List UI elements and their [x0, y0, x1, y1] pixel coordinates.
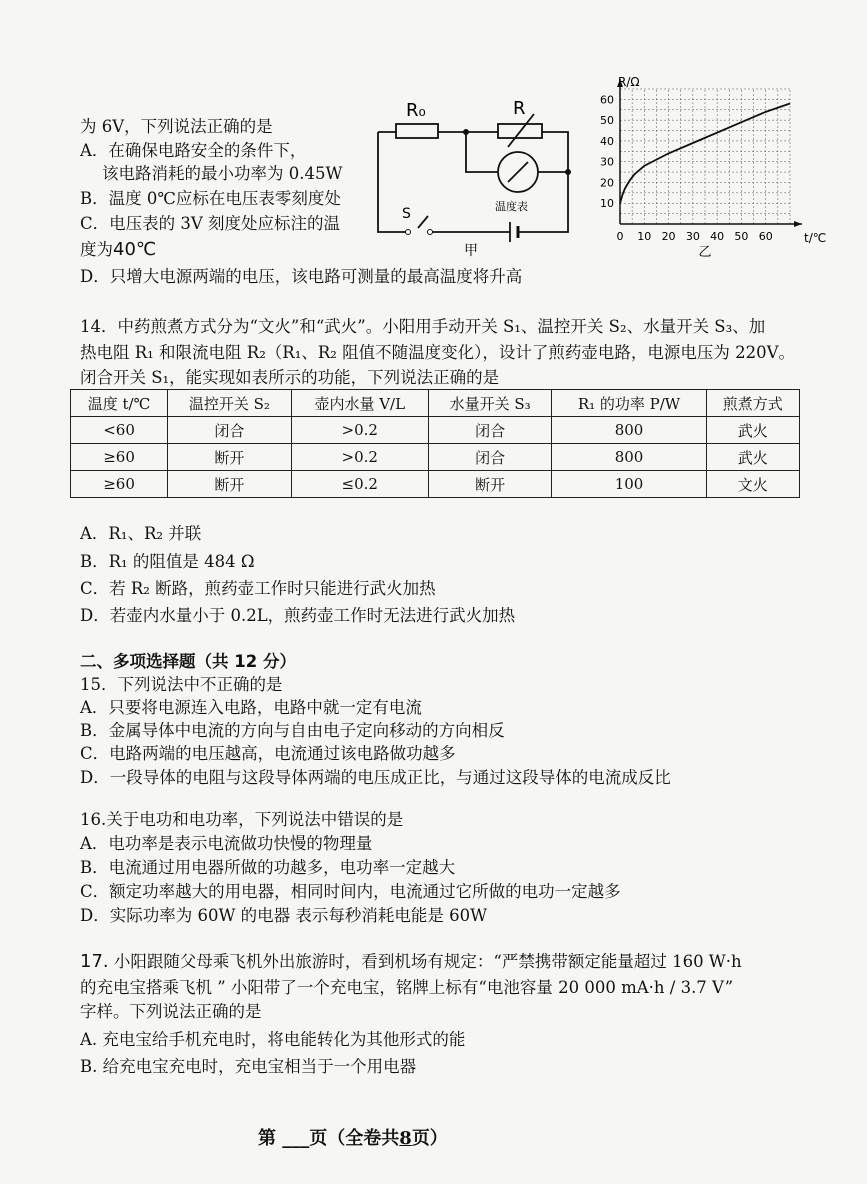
handwritten-answer: 40℃: [113, 239, 157, 260]
q14-stem-line1: 14．中药煎煮方式分为“文火”和“武火”。小阳用手动开关 S₁、温控开关 S₂、水量开关 S₃、加: [80, 317, 766, 336]
table-cell: >0.2: [291, 444, 428, 471]
x-tick-label: 30: [685, 230, 700, 243]
table-cell: 断开: [168, 471, 292, 498]
table-cell: ≥60: [71, 444, 168, 471]
x-tick-label: 20: [661, 230, 676, 243]
resistance-temperature-chart: [590, 72, 840, 262]
switch-blade: [418, 216, 428, 228]
q13-intro: 为 6V，下列说法正确的是: [80, 117, 273, 136]
table-cell: ≤0.2: [291, 471, 428, 498]
y-tick-label: 30: [600, 155, 614, 169]
footer-mid: 页（全卷共: [309, 1128, 400, 1149]
y-tick-label: 60: [600, 93, 614, 107]
table-header-cell: 壶内水量 V/L: [291, 390, 428, 417]
q14-stem-line2: 热电阻 R₁ 和限流电阻 R₂（R₁、R₂ 阻值不随温度变化），设计了煎药壶电路，电源电压为 220V。: [80, 343, 796, 362]
table-header-cell: 水量开关 S₃: [428, 390, 552, 417]
q17-number: 17.: [80, 951, 109, 972]
circuit-diagram: [368, 92, 578, 262]
chart-x-label: t/℃: [804, 231, 827, 245]
table-cell: 100: [552, 471, 706, 498]
q13-option-b: B．温度 0℃应标在电压表零刻度处: [80, 189, 341, 208]
table-row: [71, 471, 800, 498]
chart-caption: 乙: [698, 245, 712, 260]
junction-dot-right: [565, 169, 571, 175]
q13-option-c-cont-text: 度为: [80, 240, 113, 259]
table-header-cell: 煎煮方式: [706, 390, 799, 417]
y-tick-label: 20: [600, 176, 614, 190]
q14-option-c: C．若 R₂ 断路，煎药壶工作时只能进行武火加热: [80, 579, 436, 598]
x-axis-arrow: [794, 221, 802, 227]
q13-option-d: D．只增大电源两端的电压，该电路可测量的最高温度将升高: [80, 267, 523, 286]
chart-grid: [620, 89, 790, 224]
meter-needle: [508, 162, 528, 182]
chart-tick-labels: [600, 93, 773, 243]
table-cell: 断开: [168, 444, 292, 471]
table-cell: 800: [552, 417, 706, 444]
table-cell: 武火: [706, 444, 799, 471]
table-cell: 闭合: [428, 417, 552, 444]
q13-option-a-cont: 该电路消耗的最小功率为 0.45W: [102, 164, 343, 183]
label-r0: R₀: [406, 100, 426, 121]
q17-line2: 的充电宝搭乘飞机 ” 小阳带了一个充电宝，铭牌上标有“电池容量 20 000 mA·h / 3.7 V”: [80, 978, 734, 997]
x-tick-label: 60: [758, 230, 773, 243]
q16-option-b: B．电流通过用电器所做的功越多，电功率一定越大: [80, 858, 456, 877]
chart-y-label: R/Ω: [618, 75, 640, 89]
table-cell: 闭合: [168, 417, 292, 444]
q14-stem-line3: 闭合开关 S₁，能实现如表所示的功能，下列说法正确的是: [80, 368, 500, 387]
table-cell: 闭合: [428, 444, 552, 471]
x-tick-label: 10: [637, 230, 652, 243]
q14-option-d: D．若壶内水量小于 0.2L，煎药壶工作时无法进行武火加热: [80, 606, 516, 625]
label-r: R: [513, 98, 526, 119]
table-header-cell: 温控开关 S₂: [168, 390, 292, 417]
y-tick-label: 40: [600, 134, 614, 148]
caption-jia: 甲: [464, 243, 478, 259]
q16-option-c: C．额定功率越大的用电器，相同时间内，电流通过它所做的电功一定越多: [80, 882, 621, 901]
q17-option-b: B. 给充电宝充电时，充电宝相当于一个用电器: [80, 1057, 417, 1076]
table-cell: >0.2: [291, 417, 428, 444]
q13-option-c-cont: [80, 239, 156, 261]
q17-line3: 字样。下列说法正确的是: [80, 1002, 262, 1021]
table-cell: <60: [71, 417, 168, 444]
footer-suffix: 页）: [411, 1128, 448, 1149]
x-tick-label: 50: [734, 230, 749, 243]
q14-option-a: A．R₁、R₂ 并联: [80, 524, 202, 543]
table-cell: ≥60: [71, 471, 168, 498]
q14-option-b: B．R₁ 的阻值是 484 Ω: [80, 552, 255, 571]
table-row: [71, 444, 800, 471]
table-header-cell: R₁ 的功率 P/W: [552, 390, 706, 417]
page-footer: [258, 1128, 448, 1150]
table-cell: 文火: [706, 471, 799, 498]
q17-line1-text: 小阳跟随父母乘飞机外出旅游时，看到机场有规定：“严禁携带额定能量超过 160 W·h: [113, 952, 742, 971]
q14-function-table: [70, 389, 800, 498]
resistor-r0: [396, 124, 438, 138]
switch-contact-right: [428, 230, 433, 235]
q16-option-d: D．实际功率为 60W 的电器 表示每秒消耗电能是 60W: [80, 906, 488, 925]
q15-option-b: B．金属导体中电流的方向与自由电子定向移动的方向相反: [80, 721, 505, 740]
table-cell: 断开: [428, 471, 552, 498]
switch-contact-left: [406, 230, 411, 235]
y-tick-label: 10: [600, 197, 614, 211]
q17-option-a: A. 充电宝给手机充电时，将电能转化为其他形式的能: [80, 1030, 466, 1049]
junction-dot-left: [463, 129, 469, 135]
table-header-cell: 温度 t/℃: [71, 390, 168, 417]
q13-option-c: C．电压表的 3V 刻度处应标注的温: [80, 214, 341, 233]
q15-stem: 15．下列说法中不正确的是: [80, 675, 283, 694]
wire-top-right: [542, 132, 568, 172]
x-tick-label: 40: [710, 230, 725, 243]
label-switch: S: [402, 206, 411, 222]
q13-option-a: A．在确保电路安全的条件下，: [80, 141, 307, 160]
q15-option-d: D．一段导体的电阻与这段导体两端的电压成正比，与通过这段导体的电流成反比: [80, 768, 671, 787]
section-heading: 二、多项选择题（共 12 分）: [80, 652, 296, 671]
q17-line1: [80, 951, 742, 973]
q15-option-c: C．电路两端的电压越高，电流通过该电路做功越多: [80, 744, 456, 763]
q15-option-a: A．只要将电源连入电路，电路中就一定有电流: [80, 698, 422, 717]
footer-total: 8: [399, 1128, 412, 1149]
q16-stem: 16.关于电功和电功率，下列说法中错误的是: [80, 810, 404, 829]
q16-option-a: A．电功率是表示电流做功快慢的物理量: [80, 834, 373, 853]
table-header-row: [71, 390, 800, 417]
chart-axes: [617, 79, 802, 227]
footer-prefix: 第: [258, 1128, 276, 1149]
meter-wire-left: [466, 132, 498, 172]
table-cell: 武火: [706, 417, 799, 444]
y-tick-label: 50: [600, 114, 614, 128]
x-tick-label: 0: [616, 230, 624, 243]
footer-blank: ___: [282, 1128, 310, 1149]
table-cell: 800: [552, 444, 706, 471]
table-row: [71, 417, 800, 444]
label-meter: 温度表: [495, 200, 528, 213]
